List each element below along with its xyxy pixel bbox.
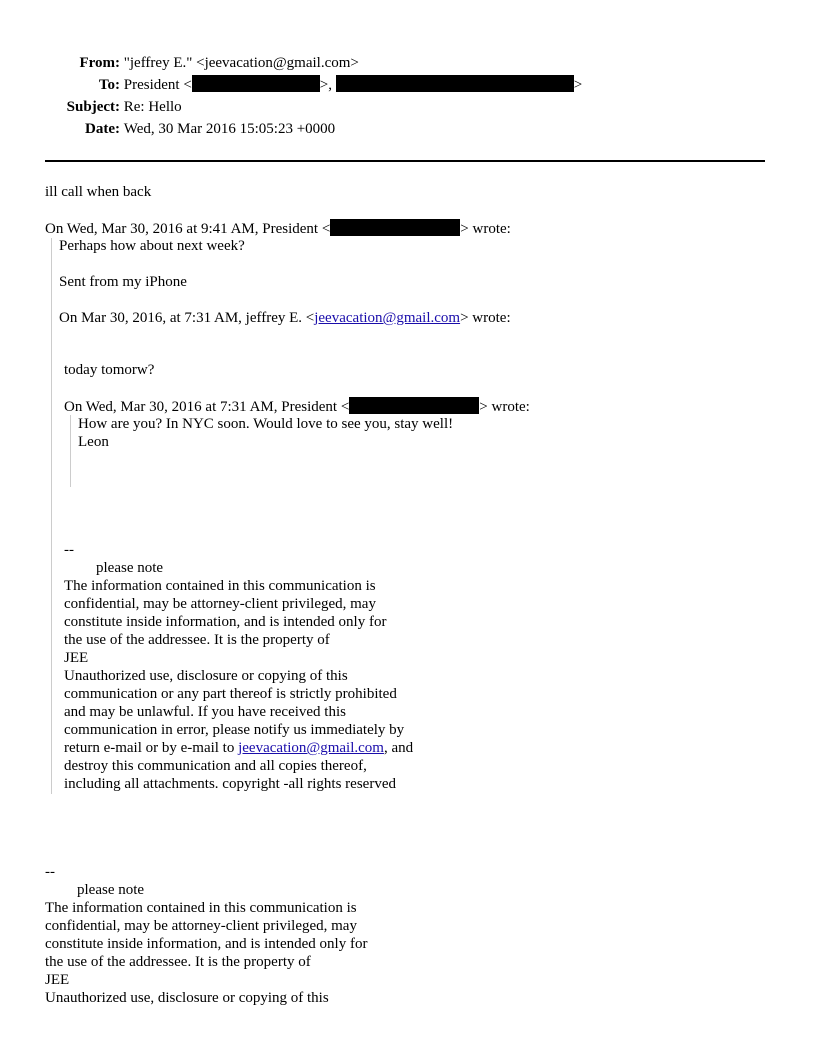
- sig-line: and may be unlawful. If you have received this: [64, 704, 346, 720]
- sig-email-line: [64, 739, 413, 757]
- signature-outer: [45, 863, 367, 1007]
- sig-line: the use of the addressee. It is the property of: [64, 632, 330, 648]
- quote1-intro-prefix: On Wed, Mar 30, 2016 at 9:41 AM, President <: [45, 221, 331, 237]
- quote1-intro-suffix: > wrote:: [460, 221, 511, 237]
- redaction-box: [192, 75, 320, 92]
- quote2-email-link[interactable]: jeevacation@gmail.com: [314, 310, 461, 326]
- subject-label: Subject:: [66, 99, 120, 115]
- signature-inner: [64, 541, 413, 793]
- sig-note: please note: [77, 882, 145, 898]
- quote2-intro: [59, 309, 511, 327]
- date-row: [0, 118, 816, 140]
- to-label: To:: [98, 77, 120, 93]
- sig-line: JEE: [45, 972, 70, 988]
- from-value: "jeffrey E." <jeevacation@gmail.com>: [123, 55, 359, 71]
- sig-dashes: --: [64, 542, 74, 558]
- quote2-line1: today tomorw?: [64, 362, 155, 378]
- sig-line: The information contained in this communication is: [64, 578, 376, 594]
- sig-line: confidential, may be attorney-client privileged, may: [45, 918, 357, 934]
- to-row: [0, 74, 816, 96]
- quote3-line2: Leon: [78, 434, 109, 450]
- reply-text: ill call when back: [45, 184, 152, 200]
- quote2-intro-prefix: On Mar 30, 2016, at 7:31 AM, jeffrey E. <: [59, 310, 315, 326]
- date-label: Date:: [85, 121, 120, 137]
- sig-note: please note: [96, 560, 164, 576]
- sig-line: communication or any part thereof is strictly prohibited: [64, 686, 397, 702]
- sig-email-prefix: return e-mail or by e-mail to: [64, 740, 239, 756]
- quote2-intro-suffix: > wrote:: [460, 310, 511, 326]
- sig-email-suffix: , and: [383, 740, 414, 756]
- sig-line: The information contained in this communication is: [45, 900, 357, 916]
- from-row: [0, 52, 816, 74]
- to-suffix: >: [573, 77, 583, 93]
- subject-row: [0, 96, 816, 118]
- sig-line: constitute inside information, and is intended only for: [64, 614, 387, 630]
- sig-line: confidential, may be attorney-client privileged, may: [64, 596, 376, 612]
- to-prefix: President <: [123, 77, 192, 93]
- sig-line: JEE: [64, 650, 89, 666]
- sig-line: Unauthorized use, disclosure or copying of this: [64, 668, 348, 684]
- quote3-intro: [64, 397, 530, 416]
- subject-value: Re: Hello: [123, 99, 182, 115]
- to-value: [124, 74, 582, 96]
- quote3-intro-suffix: > wrote:: [479, 399, 530, 415]
- sig-line: Unauthorized use, disclosure or copying of this: [45, 990, 329, 1006]
- sig-dashes: --: [45, 864, 55, 880]
- sig-line: the use of the addressee. It is the property of: [45, 954, 311, 970]
- sig-line: communication in error, please notify us immediately by: [64, 722, 405, 738]
- email-header: [0, 52, 816, 140]
- sig-line: including all attachments. copyright -all rights reserved: [64, 776, 396, 792]
- date-value: Wed, 30 Mar 2016 15:05:23 +0000: [123, 121, 336, 137]
- quote-bar-inner: [70, 415, 71, 487]
- quote1-intro: [45, 219, 511, 238]
- sig-email-link[interactable]: jeevacation@gmail.com: [238, 740, 384, 756]
- header-divider: [45, 160, 765, 162]
- from-label: From:: [79, 55, 120, 71]
- sig-line: constitute inside information, and is intended only for: [45, 936, 368, 952]
- quote1-line2: Sent from my iPhone: [59, 274, 187, 290]
- quote3-intro-prefix: On Wed, Mar 30, 2016 at 7:31 AM, President <: [64, 399, 350, 415]
- redaction-box: [336, 75, 574, 92]
- quote3-line1: How are you? In NYC soon. Would love to see you, stay well!: [78, 416, 454, 432]
- sig-line: destroy this communication and all copies thereof,: [64, 758, 367, 774]
- redaction-box: [349, 397, 479, 414]
- to-mid: >,: [319, 77, 336, 93]
- quote-bar-outer: [51, 238, 52, 794]
- quote1-line1: Perhaps how about next week?: [59, 238, 245, 254]
- redaction-box: [330, 219, 460, 236]
